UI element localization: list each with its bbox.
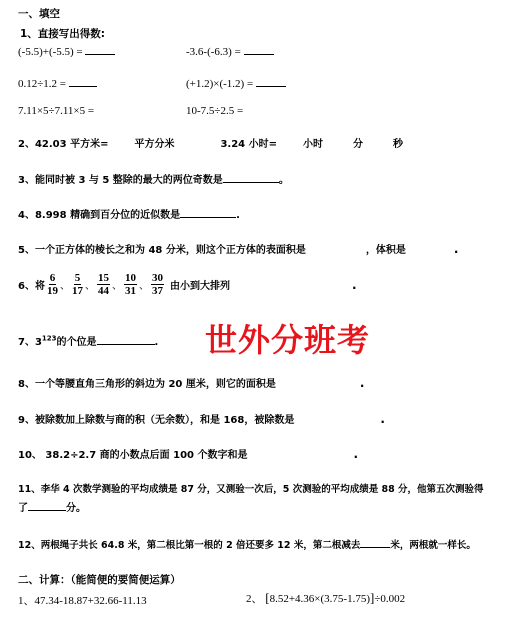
q4 xyxy=(18,206,240,221)
q4-end: . xyxy=(236,210,240,221)
q7-exponent: 123 xyxy=(41,334,57,343)
q11-line2 xyxy=(18,499,86,514)
q7 xyxy=(18,333,158,348)
answer-blank[interactable] xyxy=(223,172,279,183)
fraction: $\frac{10}{31}$ xyxy=(124,272,136,297)
q10 xyxy=(18,446,358,461)
calc-2: 2、 [8.52+4.36×(3.75-1.75)]÷0.002 xyxy=(246,590,406,605)
q9 xyxy=(18,411,385,426)
q10-text: 10、 38.2÷2.7 商的小数点后面 100 个数字和是 xyxy=(18,450,248,461)
section1-title: 一、填空 xyxy=(18,8,60,20)
q1-expr-a: (-5.5)+(-5.5) = xyxy=(18,46,83,58)
answer-blank[interactable] xyxy=(256,76,286,87)
q5 xyxy=(18,241,458,256)
q1-item-c xyxy=(18,76,97,90)
fraction: $\frac{5}{17}$ xyxy=(71,272,83,297)
q1-item-e: 7.11×5÷7.11×5 = xyxy=(18,105,95,117)
calc-2-num: 2、 xyxy=(246,593,263,605)
q8-end: . xyxy=(359,376,365,390)
q3 xyxy=(18,171,289,186)
q6-end: . xyxy=(351,277,357,292)
q5-text: 5、一个正方体的棱长之和为 48 分米，则这个正方体的表面积是 xyxy=(18,245,306,256)
q7-post: 的个位是 xyxy=(56,337,97,348)
q1-expr-d: (+1.2)×(-1.2) = xyxy=(186,78,254,90)
fraction: $\frac{30}{37}$ xyxy=(151,272,163,297)
q8 xyxy=(18,375,364,390)
q2 xyxy=(18,135,403,150)
q5-mid: ，体积是 xyxy=(365,245,406,256)
calc-2-expr: 8.52+4.36×(3.75-1.75) xyxy=(269,593,370,605)
q12-end: 米，两根就一样长。 xyxy=(390,540,476,551)
q6-pre: 6、将 xyxy=(18,281,45,292)
q2-part2: 平方分米 xyxy=(134,139,175,150)
q1-item-b xyxy=(186,44,274,58)
fraction: $\frac{15}{44}$ xyxy=(97,272,109,297)
q8-text: 8、一个等腰直角三角形的斜边为 20 厘米，则它的面积是 xyxy=(18,379,276,390)
q9-end: . xyxy=(380,412,385,426)
q2-part1: 42.03 平方米= xyxy=(34,139,109,150)
answer-blank[interactable] xyxy=(85,44,115,55)
answer-blank[interactable] xyxy=(180,207,236,218)
q12-text: 12、两根绳子共长 64.8 米，第二根比第一根的 2 倍还要多 12 米，第二根减去 xyxy=(18,540,361,551)
q1-expr-b: -3.6-(-6.3) = xyxy=(186,46,241,58)
q2-num: 2、 xyxy=(18,139,35,150)
q11-line1: 11、李华 4 次数学测验的平均成绩是 87 分，又测验一次后，5 次测验的平均成绩是 88 分，他第五次测验得 xyxy=(18,484,484,495)
q1-title: 1、直接写出得数: xyxy=(20,28,106,40)
q9-text: 9、被除数加上除数与商的积（无余数），和是 168，被除数是 xyxy=(18,415,295,426)
q12 xyxy=(18,537,476,551)
q7-pre: 7、3 xyxy=(18,337,42,348)
q1-item-f: 10-7.5÷2.5 = xyxy=(186,105,244,117)
q6-post: 由小到大排列 xyxy=(169,281,230,292)
q4-text: 4、8.998 精确到百分位的近似数是 xyxy=(18,210,181,221)
calc-2-tail: ÷0.002 xyxy=(374,593,406,605)
q11-post: 分。 xyxy=(66,503,86,514)
answer-blank[interactable] xyxy=(244,44,274,55)
fraction: $\frac{6}{19}$ xyxy=(46,272,58,297)
q2-part3: 3.24 小时= xyxy=(220,139,278,150)
q3-end: 。 xyxy=(278,175,289,186)
answer-blank[interactable] xyxy=(28,500,66,511)
section2-title: 二、计算：（能简便的要简便运算） xyxy=(18,574,181,586)
q1-expr-c: 0.12÷1.2 = xyxy=(18,78,66,90)
q1-item-d xyxy=(186,76,286,90)
watermark-logo: 世外分班考 xyxy=(205,321,371,359)
answer-blank[interactable] xyxy=(97,334,155,345)
answer-blank[interactable] xyxy=(69,76,97,87)
q3-text: 3、能同时被 3 与 5 整除的最大的两位奇数是 xyxy=(18,175,223,186)
calc-1: 1、47.34-18.87+32.66-11.13 xyxy=(18,595,147,607)
q2-part6: 秒 xyxy=(393,139,404,150)
q1-item-a xyxy=(18,44,115,58)
q6: 6、将 $\frac{6}{19}$ 、 $\frac{5}{17}$ 、 $\frac{15}{44}$ 、 $\frac{10}{31}$ 、 $\frac{30}{37}$ 由小到大排列 . xyxy=(18,272,357,297)
q5-end: . xyxy=(453,242,459,256)
q2-part5: 分 xyxy=(353,139,364,150)
q7-end: . xyxy=(154,337,159,348)
q11-pre: 了 xyxy=(18,503,28,514)
answer-blank[interactable] xyxy=(360,537,390,548)
q10-end: . xyxy=(353,447,359,461)
q2-part4: 小时 xyxy=(303,139,324,150)
